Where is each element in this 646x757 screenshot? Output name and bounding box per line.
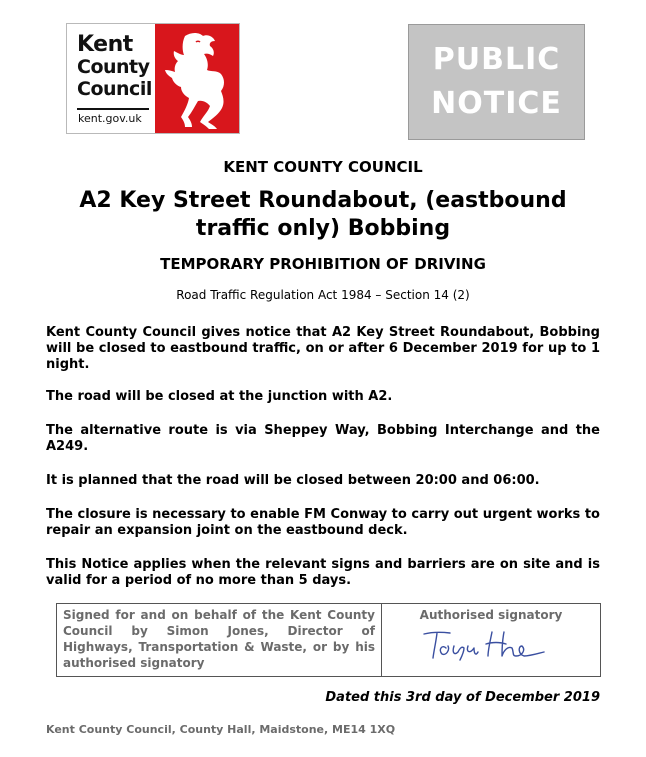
signature-box [56, 603, 601, 677]
signed-on-behalf-text: Signed for and on behalf of the Kent County Council by Simon Jones, Director of Highways, Transportation & Waste, or by his authorised signatory [57, 604, 382, 676]
road-title [0, 187, 646, 243]
logo-emblem-panel [155, 24, 239, 133]
logo-underline [77, 108, 149, 110]
paragraph-hours: It is planned that the road will be closed between 20:00 and 06:00. [46, 473, 540, 488]
kent-county-council-logo [66, 23, 240, 134]
logo-line-council: Council [77, 78, 152, 100]
road-title-line-1: A2 Key Street Roundabout, (eastbound [79, 188, 567, 213]
logo-line-county: County [77, 56, 150, 78]
handwritten-signature [418, 624, 558, 664]
paragraph-junction: The road will be closed at the junction with A2. [46, 389, 393, 404]
authorised-signatory-cell [382, 604, 600, 676]
paragraph-validity: This Notice applies when the relevant signs and barriers are on site and is valid for a period of no more than 5 days. [46, 557, 600, 588]
white-horse-icon [155, 24, 239, 133]
council-heading: KENT COUNTY COUNCIL [223, 158, 423, 176]
act-reference: Road Traffic Regulation Act 1984 – Section 14 (2) [176, 288, 470, 302]
badge-line-public: PUBLIC [432, 42, 561, 77]
paragraph-closure: Kent County Council gives notice that A2 Key Street Roundabout, Bobbing will be closed to eastbound traffic, on or after 6 December 2019 for up to 1 night. [46, 325, 600, 372]
road-title-line-2: traffic only) Bobbing [195, 216, 451, 241]
logo-line-kent: Kent [77, 32, 133, 57]
logo-wordmark [77, 34, 157, 100]
paragraph-reason: The closure is necessary to enable FM Conway to carry out urgent works to repair an expansion joint on the eastbound deck. [46, 507, 600, 538]
paragraph-alternative-route: The alternative route is via Sheppey Way, Bobbing Interchange and the A249. [46, 423, 600, 454]
authorised-signatory-label: Authorised signatory [419, 608, 563, 622]
badge-line-notice: NOTICE [431, 86, 562, 121]
order-title: TEMPORARY PROHIBITION OF DRIVING [160, 255, 486, 273]
footer-address: Kent County Council, County Hall, Maidstone, ME14 1XQ [46, 723, 396, 736]
dated-line: Dated this 3rd day of December 2019 [325, 690, 600, 705]
public-notice-badge [408, 24, 585, 140]
logo-url: kent.gov.uk [78, 112, 142, 125]
